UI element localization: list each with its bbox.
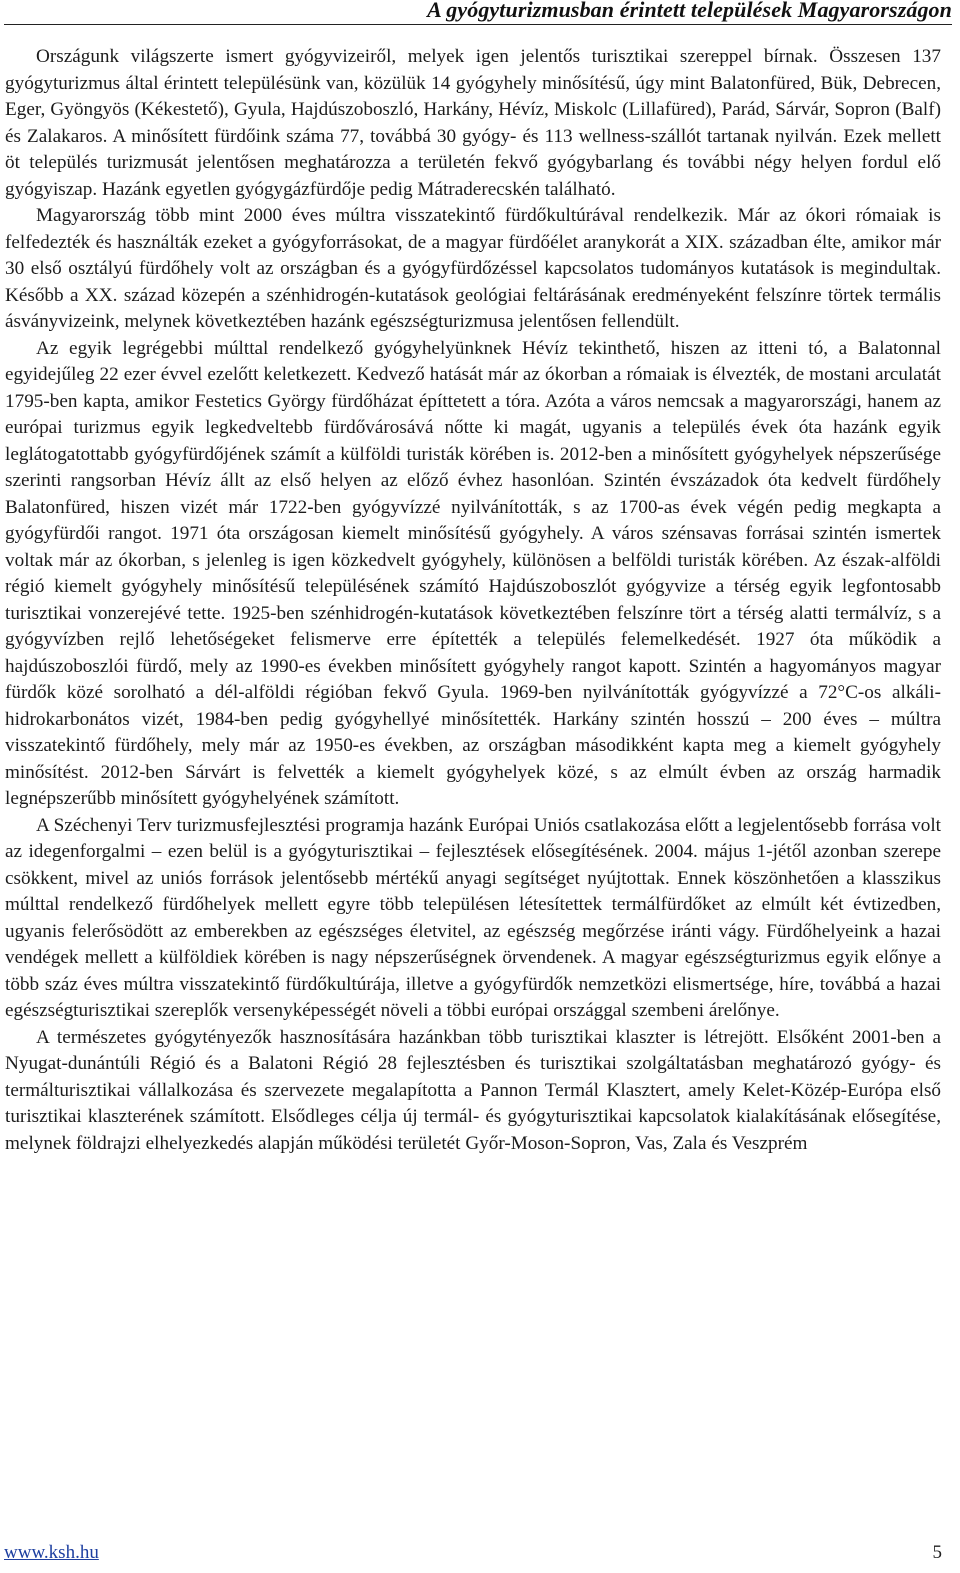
ksh-website-link[interactable]: www.ksh.hu (4, 1542, 99, 1563)
page-title: A gyógyturizmusban érintett települések Magyarországon (427, 0, 952, 22)
paragraph-clusters: A természetes gyógytényezők hasznosítására hazánkban több turisztikai klaszter is létrejött. Elsőként 2001-ben a Nyugat-dunántúli Régió és a Balatoni Régió 28 fejlesztésben és turisztikai szolgáltatásban meghatározó gyógy- és termálturisztikai vállalkozása és szervezete megalapította a Pannon Termál Klasztert, amely Kelet-Közép-Európa első turisztikai klaszterének számított. Elsődleges célja új termál- és gyógyturisztikai kapcsolatok kialakításának elősegítése, melynek földrajzi elhelyezkedés alapján működési területét Győr-Moson-Sopron, Vas, Zala és Veszprém (5, 1026, 941, 1154)
page-header (4, 0, 952, 25)
paragraph-history: Magyarország több mint 2000 éves múltra visszatekintő fürdőkultúrával rendelkezik. Már az ókori rómaiak is felfedezték és használták ezeket a gyógyforrásokat, de a magyar fürdőélet aranykorát a XIX. században élte, amikor már 30 első osztályú fürdőhely volt az országban és a gyógyfürdőzéssel kapcsolatos tudományos kutatások is megindultak. Később a XX. század közepén a szénhidrogén-kutatások geológiai feltárásának eredményeként felszínre törtek termális ásványvizeink, melynek következtében hazánk egészségturizmusa jelentősen fellendült. (5, 205, 941, 332)
document-body (5, 44, 941, 1157)
paragraph-spa-towns: Az egyik legrégebbi múlttal rendelkező gyógyhelyünknek Hévíz tekinthető, hiszen az itteni tó, a Balatonnal egyidejűleg 22 ezer évvel ezelőtt keletkezett. Kedvező hatását már az ókorban a rómaiak is élvezték, de mostani arculatát 1795-ben kapta, amikor Festetics György fürdőházat építtetett a tóra. Azóta a város nemcsak a magyarországi, hanem az európai turizmus egyik legkedveltebb fürdővárosává nőtte ki magát, ugyanis a település évek óta hazánk egyik leglátogatottabb gyógyfürdőjének számít a külföldi turisták körében is. 2012-ben a minősített gyógyhelyek népszerűsége szerinti rangsorban Hévíz állt az első helyen az előző évhez hasonlóan. Szintén évszázadok óta kedvelt fürdőhely Balatonfüred, hiszen vizét már 1722-ben gyógyvízzé nyilvánították, s az 1700-as évek végén pedig megkapta a gyógyfürdői rangot. 1971 óta országosan kiemelt minősítésű gyógyhely. A város szénsavas forrásai szintén ismertek voltak már az ókorban, s jelenleg is igen közkedvelt gyógyhely, különösen a belföldi turisták körében. Az észak-alföldi régió kiemelt gyógyhely minősítésű településének számító Hajdúszoboszlót gyógyvize a térség egyik legfontosabb turisztikai vonzerejévé tette. 1925-ben szénhidrogén-kutatások következtében felszínre tört a térség alatti termálvíz, s a gyógyvízben rejlő lehetőségeket felismerve erre építették a település felemelkedését. 1927 óta működik a hajdúszoboszlói fürdő, mely az 1990-es években minősített gyógyhely rangot kapott. Szintén a hagyományos magyar fürdők közé sorolható a dél-alföldi régióban fekvő Gyula. 1969-ben nyilvánították gyógyvízzé a 72°C-os alkáli-hidrokarbonátos vizét, 1984-ben pedig gyógyhellyé minősítették. Harkány szintén hosszú – 200 éves – múltra visszatekintő fürdőhely, mely már az 1950-es években, az országban másodikként kapta meg a kiemelt gyógyhely minősítést. 2012-ben Sárvárt is felvették a kiemelt gyógyhelyek közé, s az elmúlt évben az ország harmadik legnépszerűbb minősített gyógyhelyének számított. (5, 337, 941, 809)
page-number: 5 (932, 1542, 942, 1563)
paragraph-intro: Országunk világszerte ismert gyógyvizeiről, melyek igen jelentős turisztikai szereppel bírnak. Összesen 137 gyógyturizmus által érintett településünk van, közülük 14 gyógyhely minősítésű, úgy mint Balatonfüred, Bük, Debrecen, Eger, Gyöngyös (Kékestető), Gyula, Hajdúszoboszló, Harkány, Hévíz, Miskolc (Lillafüred), Parád, Sárvár, Sopron (Balf) és Zalakaros. A minősített fürdőink száma 77, továbbá 30 gyógy- és 113 wellness-szállót tartanak nyilván. Ezek mellett öt település turizmusát jelentősen meghatározza a területén fekvő gyógybarlang és további négy helyen fordul elő gyógyiszap. Hazánk egyetlen gyógygázfürdője pedig Mátraderecskén található. (5, 46, 941, 200)
paragraph-szechenyi-plan: A Széchenyi Terv turizmusfejlesztési programja hazánk Európai Uniós csatlakozása előtt a legjelentősebb forrása volt az idegenforgalmi – ezen belül is a gyógyturisztikai – fejlesztések elősegítésének. 2004. május 1-jétől azonban szerepe csökkent, mivel az uniós források jelentősebb mértékű anyagi segítséget nyújtottak. Ennek köszönhetően a klasszikus múlttal rendelkező fürdőhelyek mellett egyre több településen létesítettek termálfürdőket az elmúlt két évtizedben, ugyanis felerősödött az emberekben az egészséges életvitel, az egészség megőrzése iránti vágy. Fürdőhelyeink a hazai vendégek mellett a külföldiek körében is nagy népszerűségnek örvendenek. A magyar egészségturizmus egyik előnye a több száz éves múltra visszatekintő fürdőkultúrája, illetve a gyógyfürdők nemzetközi elismertsége, híre, továbbá a hazai egészségturisztikai szereplők versenyképességét növeli a többi európai országgal szembeni árelőnye. (5, 814, 941, 1021)
page-footer (4, 1538, 942, 1568)
